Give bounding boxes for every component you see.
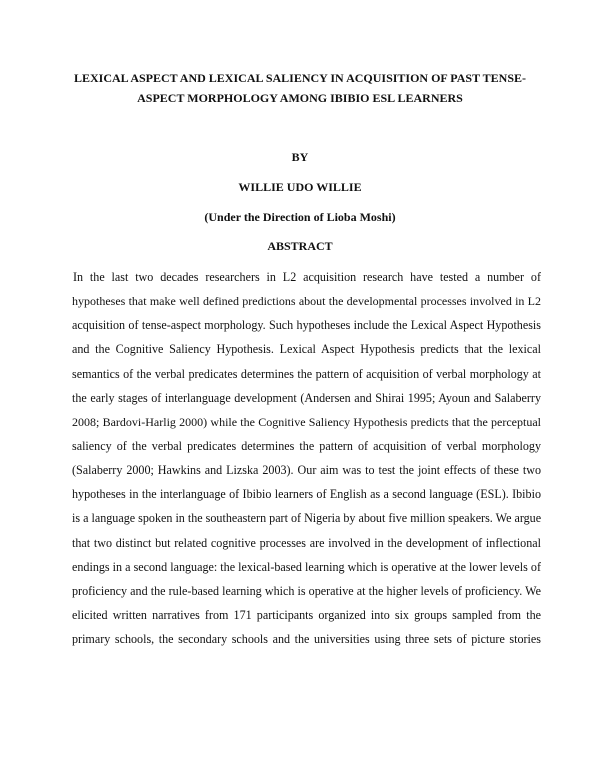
abstract-line: the early stages of interlanguage development (Andersen and Shirai 1995; Ayoun and Salaberry [72,390,541,405]
abstract-line: hypotheses that make well defined predictions about the developmental processes involved in L2 [72,294,541,309]
abstract-line: 2008; Bardovi-Harlig 2000) while the Cognitive Saliency Hypothesis predicts that the perceptual [72,414,541,429]
abstract-line: that two distinct but related cognitive processes are involved in the development of inflectional [72,535,541,550]
abstract-line: proficiency and the rule-based learning which is operative at the higher levels of proficiency. We [72,583,541,598]
abstract-body [72,267,541,653]
abstract-line: In the last two decades researchers in L2 acquisition research have tested a number of [73,270,541,284]
abstract-line: saliency of the verbal predicates determines the pattern of acquisition of verbal morphology [72,438,541,453]
abstract-line: is a language spoken in the southeastern part of Nigeria by about five million speakers. We argue [72,511,541,526]
abstract-line: hypotheses in the interlanguage of Ibibio learners of English as a second language (ESL). Ibibio [72,487,541,502]
paper-title-line-1: LEXICAL ASPECT AND LEXICAL SALIENCY IN ACQUISITION OF PAST TENSE- [73,71,526,85]
paper-title-line-2: ASPECT MORPHOLOGY AMONG IBIBIO ESL LEARNERS [137,91,463,105]
abstract-line: acquisition of tense-aspect morphology. Such hypotheses include the Lexical Aspect Hypothesis [72,318,541,333]
abstract-heading: ABSTRACT [267,239,333,253]
abstract-line: and the Cognitive Saliency Hypothesis. Lexical Aspect Hypothesis predicts that the lexical [72,342,541,357]
abstract-line: elicited written narratives from 171 participants organized into six groups sampled from the [72,607,541,622]
abstract-line: primary schools, the secondary schools and the universities using three sets of picture stories [72,632,541,647]
direction-note: (Under the Direction of Lioba Moshi) [204,210,396,224]
by-label: BY [291,150,309,164]
abstract-line: (Salaberry 2000; Hawkins and Lizska 2003). Our aim was to test the joint effects of these two [72,463,541,478]
abstract-line: endings in a second language: the lexical-based learning which is operative at the lower levels of [72,559,541,574]
author-name: WILLIE UDO WILLIE [238,180,362,194]
abstract-line: semantics of the verbal predicates determines the pattern of acquisition of verbal morphology at [72,366,541,381]
paper-title [60,68,540,108]
